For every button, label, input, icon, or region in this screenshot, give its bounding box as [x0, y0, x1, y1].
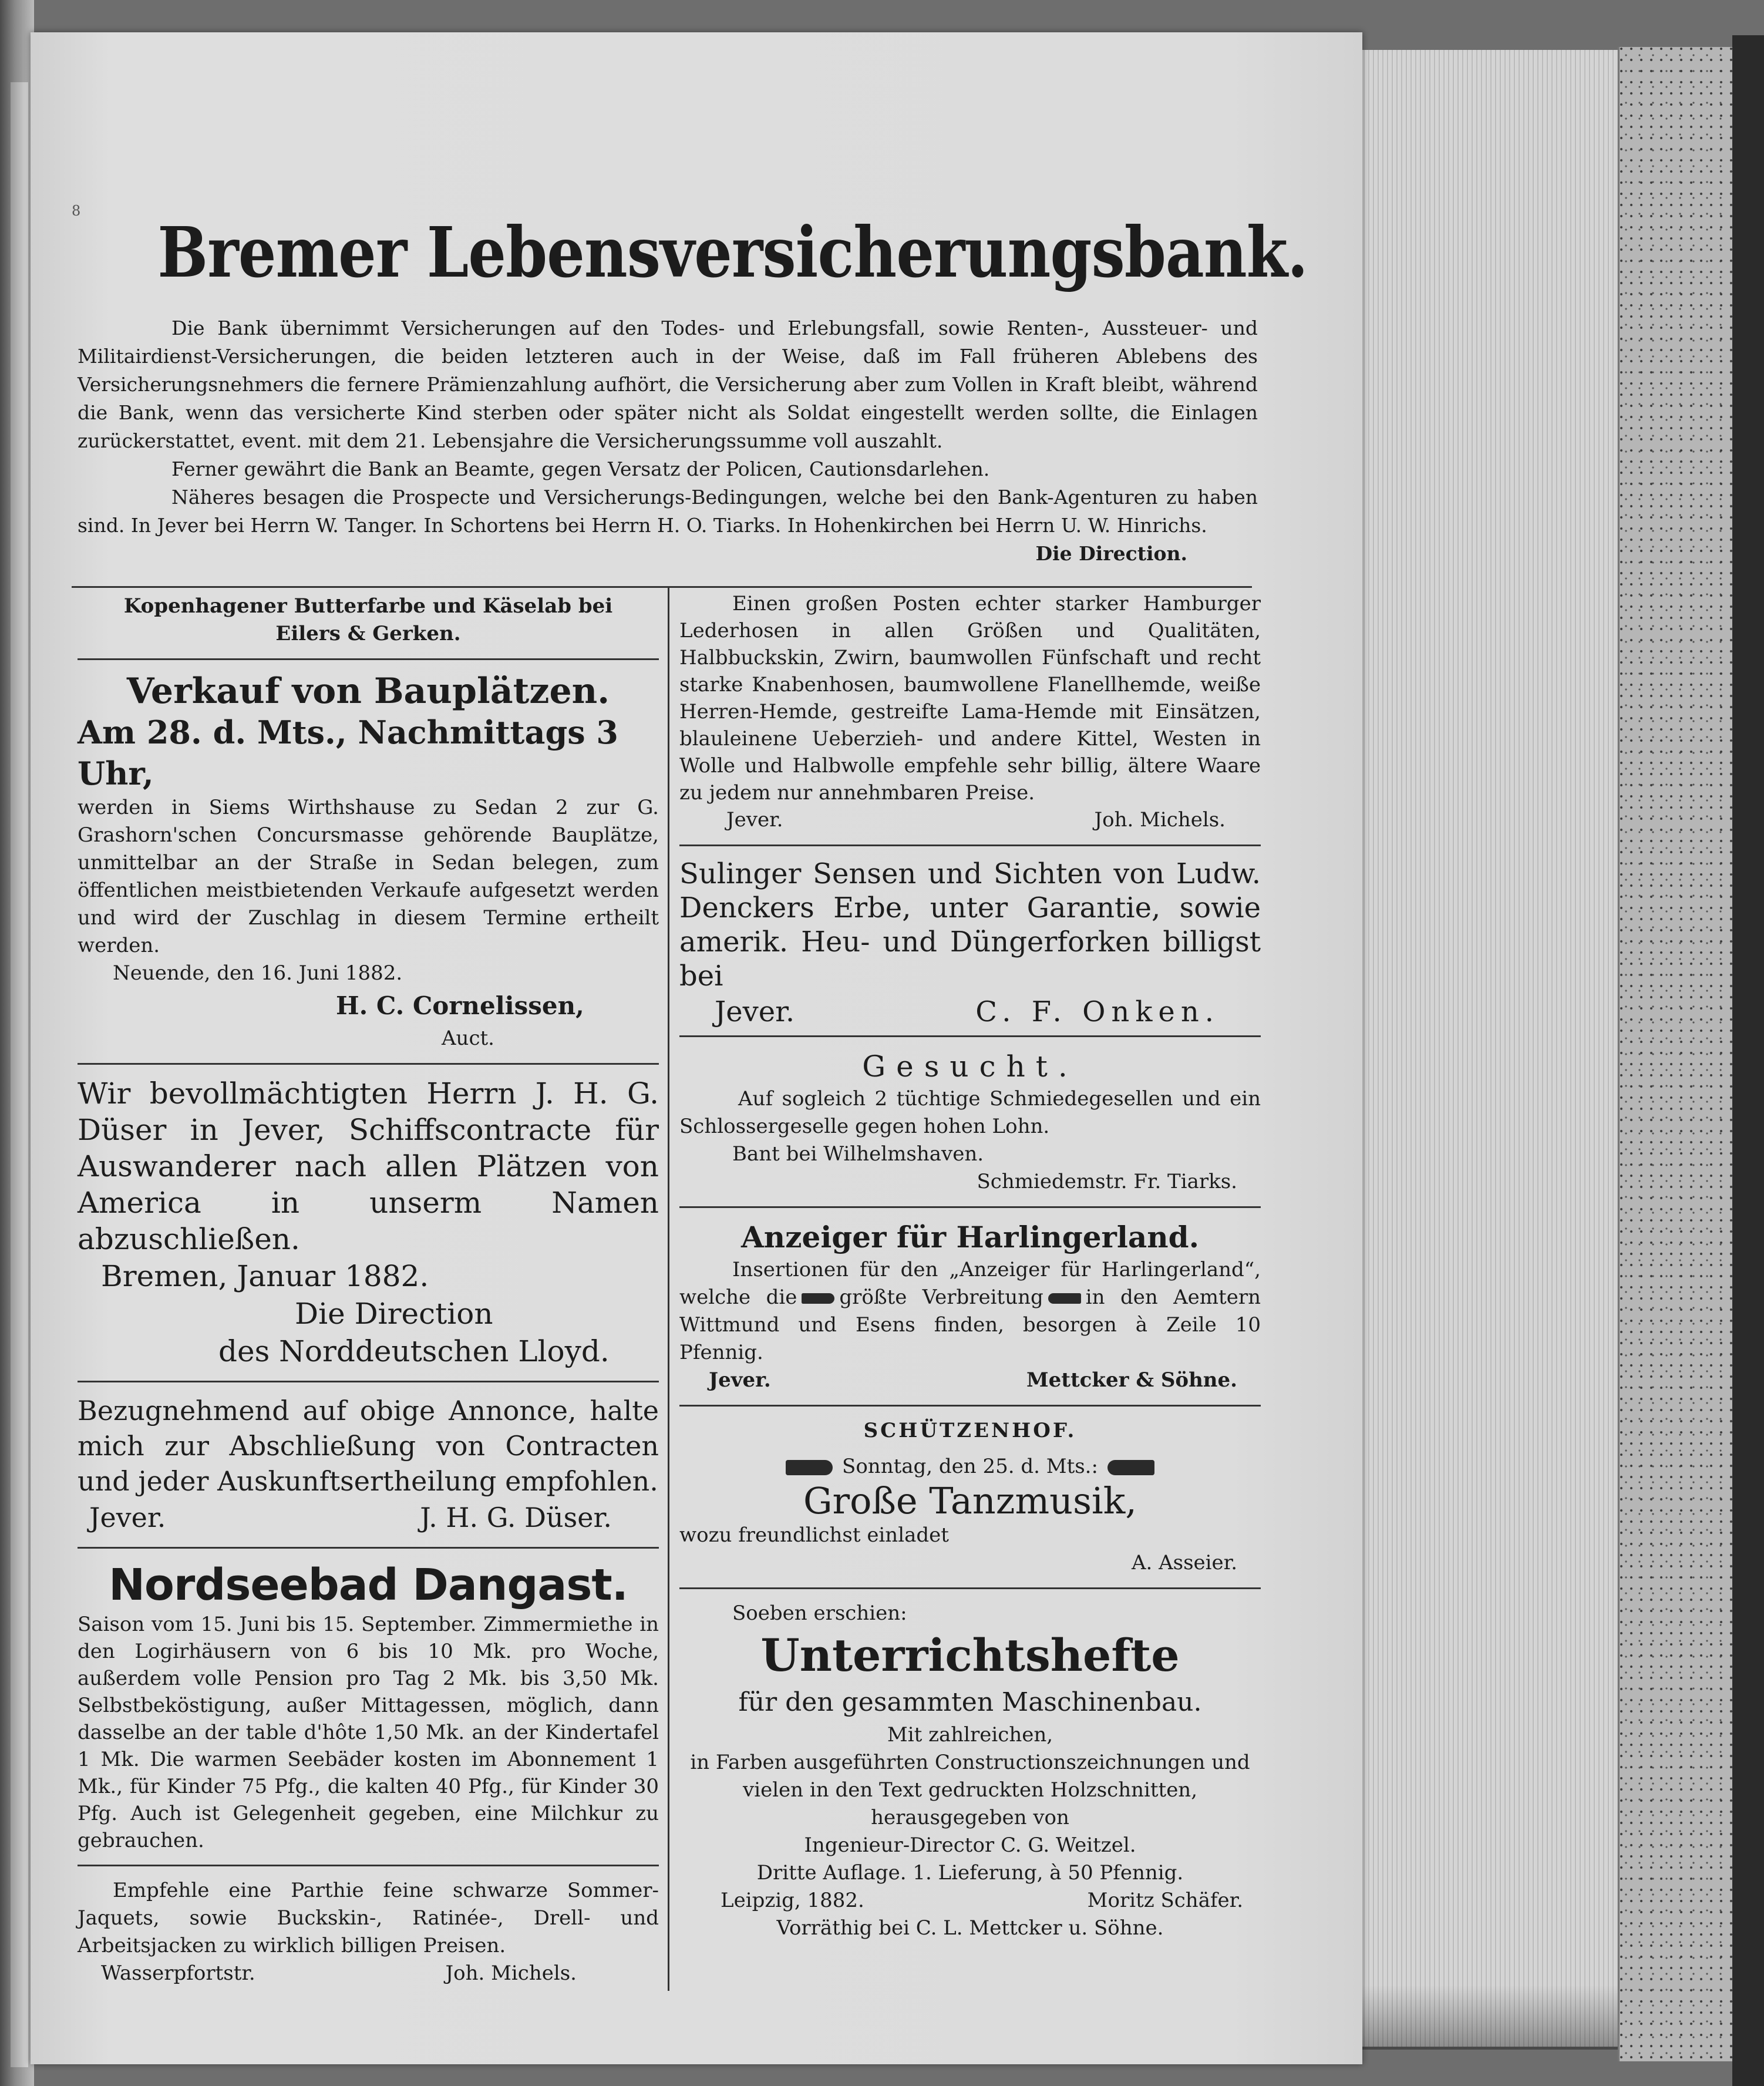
harlingerland-footer	[679, 1367, 1261, 1394]
lederhosen-place: Jever.	[726, 808, 783, 832]
ad-separator	[679, 1035, 1261, 1037]
harlingerland-place: Jever.	[709, 1368, 771, 1392]
lloyd-sign-1: Die Direction	[295, 1297, 493, 1331]
unterricht-publisher: Moritz Schäfer.	[1087, 1889, 1243, 1912]
dueser-name: J. H. G. Düser.	[420, 1502, 612, 1533]
unterricht-line-6: Dritte Auflage. 1. Lieferung, à 50 Pfennig.	[756, 1861, 1184, 1885]
cover-edge	[1732, 35, 1764, 2086]
sommerjaquets-footer	[78, 1960, 659, 1987]
schuetzenhof-name: A. Asseier.	[1131, 1551, 1237, 1574]
sensen-footer	[679, 993, 1261, 1031]
unterricht-line-4: herausgegeben von	[871, 1806, 1069, 1829]
ad-lloyd	[78, 1075, 659, 1370]
unterricht-lead: Soeben erschien:	[732, 1601, 907, 1625]
ad-separator	[679, 845, 1261, 846]
ad-sensen	[679, 857, 1261, 1031]
ad-separator	[78, 1865, 659, 1866]
dueser-place: Jever.	[89, 1502, 166, 1533]
column-divider	[668, 587, 669, 1991]
facing-page-edge	[11, 82, 28, 2067]
dangast-body: Saison vom 15. Juni bis 15. September. Zimmermiethe in den Logirhäusern von 6 bis 10 Mk. pro Woche, außerdem volle Pension pro Tag 2 Mk. bis 3,50 Mk. Selbstbeköstigung, außer Mittagessen, möglich, dann dasselbe an der table d'hôte 1,50 Mk. an der Kindertafel 1 Mk. Die warmen Seebäder kosten im Abonnement 1 Mk., für Kinder 75 Pfg., die kalten 40 Pfg., für Kinder 30 Pfg. Auch ist Gelegenheit gegeben, eine Milchkur zu gebrauchen.	[78, 1613, 659, 1852]
page-block-shadow	[1342, 1985, 1618, 2050]
ad-unterrichtshefte	[679, 1600, 1261, 1942]
page-block-edges	[1342, 50, 1621, 2047]
unterricht-line-2: in Farben ausgeführten Constructionszeichnungen und	[690, 1751, 1250, 1774]
unterricht-place-date: Leipzig, 1882.	[721, 1889, 864, 1912]
ad-separator	[679, 1206, 1261, 1208]
ad-lederhosen	[679, 590, 1261, 834]
bauplaetze-body: werden in Siems Wirthshause zu Sedan 2 zur G. Grashorn'schen Concursmasse gehörende Bauplätze, unmittelbar an der Straße in Sedan belegen, zum öffentlichen meistbietenden Verkaufe aufgesetzt werden und wird der Zuschlag in diesem Termine ertheilt werden.	[78, 796, 659, 957]
ad-separator	[78, 1547, 659, 1549]
lederhosen-footer	[679, 806, 1261, 834]
bank-signature: Die Direction.	[1035, 542, 1187, 565]
harlingerland-body	[679, 1256, 1261, 1367]
sommerjaquets-body: Empfehle eine Parthie feine schwarze Sommer-Jaquets, sowie Buckskin-, Ratinée-, Drell- und Arbeitsjacken zu wirklich billigen Preisen.	[78, 1879, 659, 1957]
lederhosen-body: Einen großen Posten echter starker Hamburger Lederhosen in allen Größen und Qualitäten, Halbbuckskin, Zwirn, baumwollen Fünfschaft und recht starke Knabenhosen, baumwollene Flanellhemde, weiße Herren-Hemde, gestreifte Lama-Hemde mit Einsätzen, blauleinene Ueberzieh- und andere Kittel, Westen in Wolle und Halbwolle empfehle sehr billig, ältere Waare zu jedem nur annehmbaren Preise.	[679, 592, 1261, 805]
unterricht-subtitle: für den gesammten Maschinenbau.	[738, 1687, 1202, 1717]
bauplaetze-auctioneer: H. C. Cornelissen,	[336, 991, 584, 1020]
pointing-hand-icon	[786, 1460, 833, 1475]
harlingerland-emphasis: größte Verbreitung	[839, 1286, 1043, 1309]
ad-dueser	[78, 1393, 659, 1536]
harlingerland-body-2: in den Aemtern Wittmund und Esens finden, besorgen à Zeile 10 Pfennig.	[679, 1286, 1261, 1364]
ad-schuetzenhof	[679, 1417, 1261, 1577]
bank-intro-text: Die Bank übernimmt Versicherungen auf den Todes- und Erlebungsfall, sowie Renten-, Aussteuer- und Militairdienst-Versicherungen, die beiden letzteren auch in der Weise, daß im Fall früheren Ablebens des Versicherungsnehmers die fernere Prämienzahlung aufhört, die Versicherung aber zum Vollen in Kraft bleibt, während die Bank, wenn das versicherte Kind sterben oder später nicht als Soldat eingestellt werden sollte, die Einlagen zurückerstattet, event. mit dem 21. Lebensjahre die Versicherungssumme voll auszahlt.	[78, 317, 1258, 452]
left-column	[78, 590, 659, 1987]
header-rule	[72, 586, 1252, 588]
schuetzenhof-date-line: Sonntag, den 25. d. Mts.:	[842, 1455, 1098, 1478]
masthead-title: Bremer Lebensversicherungsbank.	[157, 211, 1308, 293]
harlingerland-body-1: Insertionen für den „Anzeiger für Harlingerland“, welche die	[679, 1258, 1261, 1309]
sensen-name: C. F. Onken.	[975, 995, 1220, 1028]
dueser-body: Bezugnehmend auf obige Annonce, halte mich zur Abschließung von Contracten und jeder Auskunftsertheilung empfohlen.	[78, 1395, 659, 1497]
lloyd-place-date: Bremen, Januar 1882.	[101, 1259, 429, 1293]
ad-separator	[78, 658, 659, 660]
bank-agencies-text: Näheres besagen die Prospecte und Versicherungs-Bedingungen, welche bei den Bank-Agenturen zu haben sind. In Jever bei Herrn W. Tanger. In Schortens bei Herrn H. O. Tiarks. In Hohenkirchen bei Herrn U. W. Hinrichs.	[78, 486, 1258, 537]
ad-harlingerland	[679, 1219, 1261, 1394]
sommerjaquets-name: Joh. Michels.	[445, 1961, 577, 1985]
pointing-hand-icon	[1048, 1293, 1081, 1304]
ad-separator	[679, 1405, 1261, 1407]
bauplaetze-heading: Verkauf von Bauplätzen.	[126, 671, 610, 712]
harlingerland-name: Mettcker & Söhne.	[1026, 1368, 1237, 1392]
sensen-place: Jever.	[715, 995, 795, 1028]
harlingerland-heading: Anzeiger für Harlingerland.	[740, 1220, 1200, 1254]
ad-bauplaetze	[78, 671, 659, 1052]
unterricht-line-3: vielen in den Text gedruckten Holzschnitten,	[742, 1778, 1198, 1802]
dueser-footer	[78, 1499, 659, 1536]
ad-sommerjaquets	[78, 1877, 659, 1987]
gesucht-name: Schmiedemstr. Fr. Tiarks.	[977, 1170, 1237, 1193]
right-column	[679, 590, 1261, 1942]
newspaper-page	[31, 32, 1362, 2064]
ad-dangast	[78, 1559, 659, 1854]
unterricht-stock: Vorräthig bei C. L. Mettcker u. Söhne.	[776, 1916, 1164, 1940]
sensen-body: Sulinger Sensen und Sichten von Ludw. Denckers Erbe, unter Garantie, sowie amerik. Heu- und Düngerforken billigst bei	[679, 857, 1261, 992]
bauplaetze-auctioneer-title: Auct.	[442, 1027, 494, 1050]
bank-loan-text: Ferner gewährt die Bank an Beamte, gegen Versatz der Policen, Cautionsdarlehen.	[171, 457, 990, 480]
butterfarbe-merchant: Eilers & Gerken.	[275, 622, 461, 645]
pointing-hand-icon	[802, 1293, 834, 1304]
ad-separator	[78, 1063, 659, 1065]
bauplaetze-place-date: Neuende, den 16. Juni 1882.	[113, 961, 403, 985]
pointing-hand-icon	[1107, 1460, 1154, 1475]
marbled-cover	[1618, 47, 1737, 2061]
ad-separator	[679, 1587, 1261, 1589]
ad-gesucht	[679, 1048, 1261, 1196]
gesucht-heading: Gesucht.	[862, 1049, 1078, 1084]
butterfarbe-text: Kopenhagener Butterfarbe und Käselab bei	[123, 594, 613, 618]
sommerjaquets-place: Wasserpfortstr.	[101, 1961, 255, 1985]
unterricht-line-5: Ingenieur-Director C. G. Weitzel.	[804, 1833, 1136, 1857]
lloyd-sign-2: des Norddeutschen Lloyd.	[218, 1334, 610, 1368]
gesucht-body: Auf sogleich 2 tüchtige Schmiedegesellen und ein Schlossergeselle gegen hohen Lohn.	[679, 1087, 1261, 1138]
schuetzenhof-event: Große Tanzmusik,	[803, 1479, 1137, 1522]
schuetzenhof-heading: SCHÜTZENHOF.	[863, 1419, 1077, 1442]
ad-butterfarbe	[78, 593, 659, 648]
page-content	[72, 138, 1308, 2017]
lloyd-body: Wir bevollmächtigten Herrn J. H. G. Düser in Jever, Schiffscontracte für Auswanderer nach allen Plätzen von America in unserm Namen abzuschließen.	[78, 1076, 659, 1256]
dangast-heading: Nordseebad Dangast.	[109, 1560, 628, 1610]
corner-mark: 8	[72, 203, 81, 219]
unterricht-line-1: Mit zahlreichen,	[887, 1723, 1053, 1747]
ad-separator	[78, 1381, 659, 1382]
unterricht-title: Unterrichtshefte	[760, 1629, 1180, 1681]
bauplaetze-date-line: Am 28. d. Mts., Nachmittags 3 Uhr,	[78, 714, 619, 792]
gesucht-place: Bant bei Wilhelmshaven.	[732, 1142, 984, 1166]
lederhosen-name: Joh. Michels.	[1094, 808, 1226, 832]
schuetzenhof-invite: wozu freundlichst einladet	[679, 1523, 949, 1547]
unterricht-imprint	[679, 1887, 1261, 1915]
schuetzenhof-date-row	[679, 1453, 1261, 1481]
bank-announcement	[78, 314, 1258, 568]
